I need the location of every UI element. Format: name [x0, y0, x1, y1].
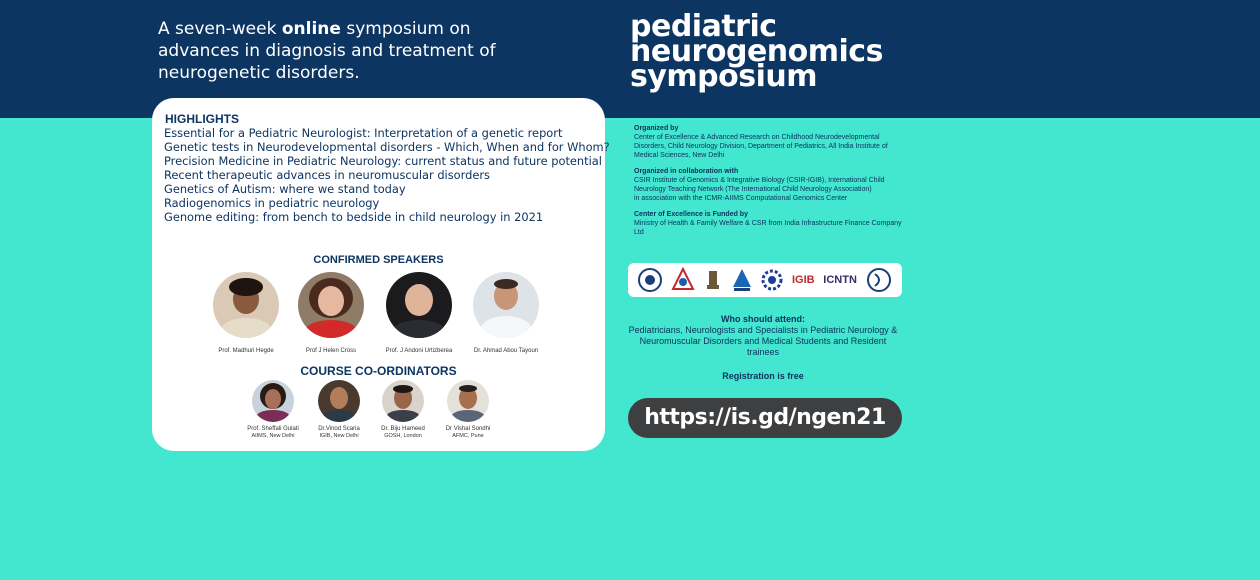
highlights-list — [164, 126, 610, 224]
organized-by-block — [634, 124, 904, 160]
partner-logos — [628, 263, 902, 297]
coordinator-photo — [252, 380, 294, 422]
icntn-logo: ICNTN — [823, 274, 857, 286]
iifcl-logo-icon — [731, 267, 753, 293]
speaker-photo — [473, 272, 539, 338]
coordinator-affiliation: AIIMS, New Delhi — [251, 433, 295, 439]
speaker-photo — [298, 272, 364, 338]
highlight-item: Essential for a Pediatric Neurologist: Interpretation of a genetic report — [164, 126, 563, 140]
igib-logo: IGIB — [791, 274, 815, 286]
registration-link[interactable]: https://is.gd/ngen21 — [628, 398, 902, 438]
program-card — [152, 98, 610, 451]
logo-line-2: neurogenomics — [630, 34, 883, 69]
logo-line-1: pediatric — [630, 9, 777, 44]
organized-by-label: Organized by — [634, 125, 679, 132]
coordinator-card — [371, 380, 435, 440]
coordinator-photo — [447, 380, 489, 422]
aiims-logo-icon — [671, 267, 695, 293]
coordinator-affiliation: IGIB, New Delhi — [319, 433, 359, 439]
highlight-item: Genetics of Autism: where we stand today — [164, 182, 406, 196]
collaboration-block — [634, 167, 904, 203]
emblem-logo-icon — [704, 267, 722, 293]
coordinator-name: Dr Vishal Sondhi — [445, 426, 491, 432]
coordinator-name: Dr. Biju Hameed — [381, 426, 425, 432]
coordinator-affiliation: AFMC, Pune — [452, 433, 484, 439]
highlight-item: Genome editing: from bench to bedside in child neurology in 2021 — [164, 210, 544, 224]
attend-label: Who should attend: — [721, 314, 805, 324]
coordinator-card — [436, 380, 500, 440]
funded-label: Center of Excellence is Funded by — [634, 211, 748, 218]
organizer-info — [634, 124, 904, 244]
highlight-item: Precision Medicine in Pediatric Neurology: current status and future potential — [164, 154, 602, 168]
speaker-photo — [213, 272, 279, 338]
funded-block — [634, 210, 904, 237]
collaboration-text: CSIR Institute of Genomics & Integrative Biology (CSIR-IGIB), International Child Neurology Teaching Network (The International Child Neurology Association) — [634, 177, 885, 193]
highlight-item: Recent therapeutic advances in neuromuscular disorders — [164, 168, 490, 182]
speaker-card — [293, 272, 369, 355]
speaker-card — [208, 272, 284, 355]
attend-text: Pediatricians, Neurologists and Specialists in Pediatric Neurology & Neuromuscular Disorders and Medical Students and Resident trainees — [628, 325, 898, 357]
coordinators-title: COURSE CO-ORDINATORS — [300, 364, 457, 378]
intro-text: A seven-week online symposium on advances in diagnosis and treatment of neurogenetic disorders. — [158, 19, 496, 83]
speaker-name: Dr. Ahmad Abou Tayoun — [473, 348, 539, 354]
speaker-photo — [386, 272, 452, 338]
symposium-logo — [630, 9, 883, 94]
speakers-title: CONFIRMED SPEAKERS — [313, 254, 444, 266]
speaker-name: Prof J Helen Cross — [305, 348, 357, 354]
coordinator-photo — [318, 380, 360, 422]
highlights-title: HIGHLIGHTS — [165, 112, 239, 126]
speaker-name: Prof. J Andoni Urtizberea — [385, 348, 453, 354]
csir-logo-icon — [761, 267, 783, 293]
collaboration-text-2: in association with the ICMR-AIIMS Computational Genomics Center — [634, 195, 848, 202]
highlight-item: Radiogenomics in pediatric neurology — [164, 196, 380, 210]
organized-by-text: Center of Excellence & Advanced Research on Childhood Neurodevelopmental Disorders, Child Neurology Division, Department of Pediatrics, All India Institute of Medical Sciences, New Delhi — [634, 134, 888, 159]
coordinator-name: Dr.Vinod Scaria — [318, 426, 360, 432]
registration-note: Registration is free — [722, 371, 804, 381]
who-should-attend — [628, 314, 898, 358]
ica-logo-icon — [866, 267, 892, 293]
speaker-name: Prof. Madhuri Hegde — [218, 348, 274, 354]
coordinator-card — [307, 380, 371, 440]
collaboration-label: Organized in collaboration with — [634, 168, 739, 175]
logo-line-3: symposium — [630, 59, 818, 94]
coordinator-name: Prof. Sheffali Gulati — [247, 426, 299, 432]
funded-text: Ministry of Health & Family Welfare & CSR from India Infrastructure Finance Company Ltd — [634, 220, 902, 236]
coordinator-card — [240, 380, 306, 440]
icmr-logo-icon — [638, 267, 662, 293]
coordinator-affiliation: GOSH, London — [384, 433, 422, 439]
coordinator-photo — [382, 380, 424, 422]
speaker-card — [381, 272, 457, 355]
highlight-item: Genetic tests in Neurodevelopmental disorders - Which, When and for Whom? — [164, 140, 610, 154]
speaker-card — [466, 272, 546, 355]
